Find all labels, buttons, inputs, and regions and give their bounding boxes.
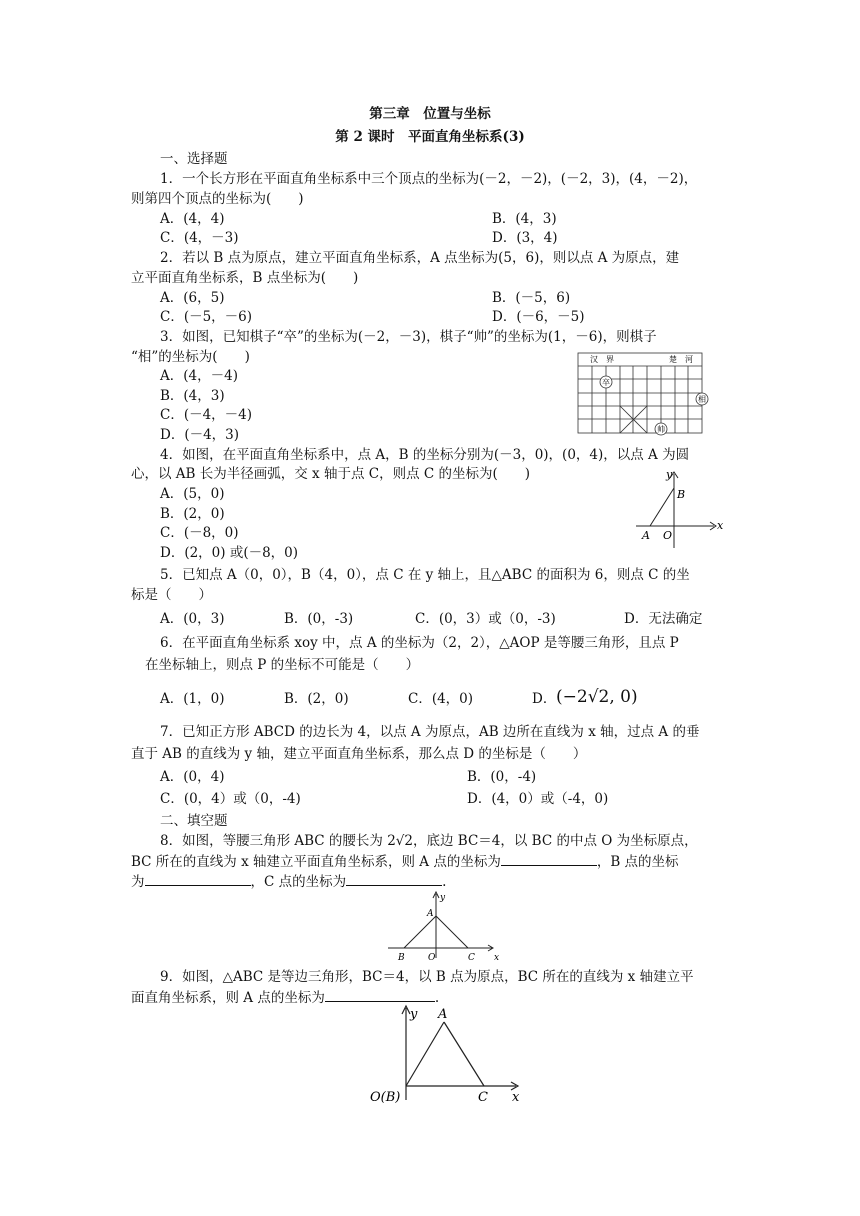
q8-label-b: B [398,953,405,963]
q7-stem-1: 7．已知正方形 ABCD 的边长为 4，以点 A 为原点，AB 边所在直线为 x 轴，过点 A 的垂 [160,724,700,740]
q7-option-c: C．(0，4）或（0，-4) [160,791,301,807]
q4-label-b: B [677,488,686,501]
q6-stem-2: 在坐标轴上，则点 P 的坐标不可能是（ ） [145,657,420,673]
piece-shuai: 帅 [657,425,665,434]
q6-option-a: A．(1，0) [160,691,225,707]
q5-option-c: C．(0，3）或（0，-3) [415,611,556,627]
q5-stem-2: 标是（ ） [131,587,212,603]
section-fill: 二、填空题 [160,813,228,829]
q8-stem-2b: ，B 点的坐标 [596,854,679,870]
q2-option-b: B．(－5，6) [492,290,571,306]
q3-stem-1: 3．如图，已知棋子“卒”的坐标为(－2，－3)，棋子“帅”的坐标为(1，－6)，则棋子 [160,329,657,345]
q4-label-y: y [666,468,673,481]
q1-stem-1: 1．一个长方形在平面直角坐标系中三个顶点的坐标为(－2，－2)，(－2，3)，(4，－2)， [160,171,698,187]
q3-option-c: C．(－4，－4) [160,407,253,423]
q8-stem-3a: 为 [131,874,145,890]
q7-stem-2: 直于 AB 的直线为 y 轴，建立平面直角坐标系，那么点 D 的坐标是（ ） [131,746,587,762]
q4-option-c: C．(－8，0) [160,525,239,541]
q4-option-a: A．(5，0) [160,486,225,502]
q2-option-c: C．(－5，－6) [160,309,253,325]
q5-option-d: D．无法确定 [624,611,703,627]
q9-label-c: C [478,1090,488,1105]
chapter-title: 第三章 位置与坐标 [369,106,491,122]
q8-label-c: C [468,953,475,963]
q4-stem-1: 4．如图，在平面直角坐标系中，点 A，B 的坐标分别为(－3，0)，(0，4)，以点 A 为圆 [160,447,690,463]
q8-figure [380,888,504,964]
q9-label-a: A [438,1007,448,1022]
q6-option-c: C．(4，0) [408,691,474,707]
q3-stem-2: “相”的坐标为( ) [131,349,250,365]
q9-label-origin: O(B) [370,1090,401,1105]
q8-answer-b-blank[interactable] [145,872,251,886]
q7-option-a: A．(0，4) [160,769,225,785]
q3-option-d: D．(－4，3) [160,427,240,443]
q8-label-y: y [440,893,446,903]
q6-option-d: D． [532,691,557,707]
q4-label-o: O [663,529,673,542]
piece-xiang: 相 [698,395,706,404]
q2-option-d: D．(－6，－5) [492,309,585,325]
q2-stem-1: 2．若以 B 点为原点，建立平面直角坐标系，A 点坐标为(5，6)，则以点 A 为原点，建 [160,250,680,266]
q8-stem-2a: BC 所在的直线为 x 轴建立平面直角坐标系，则 A 点的坐标为 [131,854,501,870]
q3-option-a: A．(4，－4) [160,368,238,384]
fig-chu-he: 楚 河 [669,355,693,364]
q4-option-b: B．(2，0) [160,506,225,522]
q4-figure [628,466,728,554]
q1-option-b: B．(4，3) [492,211,557,227]
q8-stem-3b: ，C 点的坐标为 [250,874,347,890]
q1-option-c: C．(4，－3) [160,230,239,246]
q9-stem-2b: . [434,990,440,1006]
q6-stem-1: 6．在平面直角坐标系 xoy 中，点 A 的坐标为（2，2），△AOP 是等腰三角形，且点 P [160,635,679,651]
q1-option-d: D．(3，4) [492,230,558,246]
q4-stem-2: 心，以 AB 长为半径画弧，交 x 轴于点 C，则点 C 的坐标为( ) [131,466,531,482]
q1-stem-2: 则第四个顶点的坐标为( ) [131,191,304,207]
q5-stem-1: 5．已知点 A（0，0），B（4，0），点 C 在 y 轴上，且△ABC 的面积为 6，则点 C 的坐 [160,567,690,583]
q4-option-d: D．(2，0) 或(－8，0) [160,545,299,561]
q7-option-d: D．(4，0）或（-4，0) [467,791,609,807]
q6-option-d-math: (−2√2, 0) [556,687,638,707]
fig-han-jie: 汉 界 [590,355,614,364]
q8-answer-a-blank[interactable] [501,852,597,866]
q9-label-y: y [410,1007,418,1022]
q9-label-x: x [512,1090,520,1105]
q5-option-b: B．(0，-3) [284,611,354,627]
q8-label-a: A [427,909,434,919]
q6-option-b: B．(2，0) [284,691,349,707]
q8-stem-1: 8．如图，等腰三角形 ABC 的腰长为 2√2，底边 BC＝4，以 BC 的中点 O 为坐标原点， [160,833,698,849]
q4-label-a: A [642,529,650,542]
piece-zu: 卒 [602,378,610,387]
q7-option-b: B．(0，-4) [467,769,537,785]
lesson-title: 第 2 课时 平面直角坐标系(3) [335,129,525,145]
q2-option-a: A．(6，5) [160,290,225,306]
q8-stem-3c: . [442,874,447,890]
q1-option-a: A．(4，4) [160,211,225,227]
q9-stem-1: 9．如图，△ABC 是等边三角形，BC＝4，以 B 点为原点，BC 所在的直线为 x 轴建立平 [160,969,694,985]
q8-label-o: O [428,953,436,963]
section-choice: 一、选择题 [160,151,228,167]
q2-stem-2: 立平面直角坐标系，B 点坐标为( ) [131,270,359,286]
q9-stem-2a: 面直角坐标系，则 A 点的坐标为 [131,990,325,1006]
q5-option-a: A．(0，3) [160,611,225,627]
q4-label-x: x [717,519,724,532]
q9-figure [366,1004,526,1106]
q9-answer-blank[interactable] [325,988,435,1002]
chessboard-figure [574,350,714,440]
q3-option-b: B．(4，3) [160,388,225,404]
q8-answer-c-blank[interactable] [346,872,442,886]
q8-label-x: x [494,953,500,963]
q8-stem-2 [131,852,679,871]
